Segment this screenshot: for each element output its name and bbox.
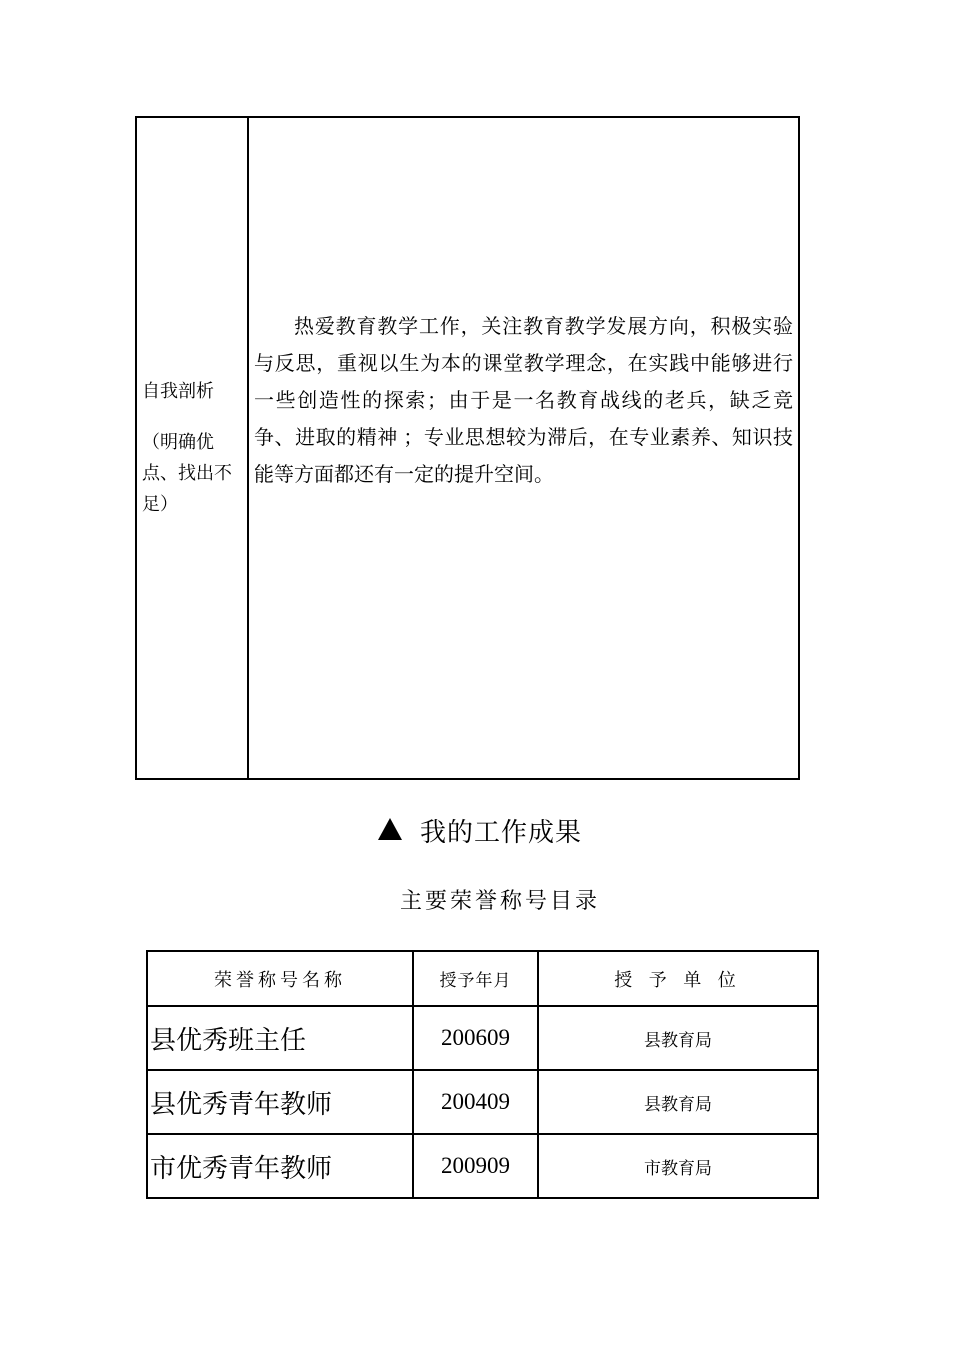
- self-analysis-content-cell: [249, 118, 798, 778]
- section-title: [0, 812, 960, 849]
- award-unit: 县教育局: [538, 1070, 818, 1134]
- table-row: [147, 1134, 818, 1198]
- triangle-icon: [378, 818, 402, 840]
- award-date: 200609: [413, 1006, 538, 1070]
- header-award-date: 授予年月: [413, 951, 538, 1006]
- award-date: 200409: [413, 1070, 538, 1134]
- honor-name: 市优秀青年教师: [147, 1134, 413, 1198]
- award-unit: 市教育局: [538, 1134, 818, 1198]
- award-unit: 县教育局: [538, 1006, 818, 1070]
- table-row: [147, 1006, 818, 1070]
- honors-table: [146, 950, 819, 1199]
- self-analysis-text: 热爱教育教学工作，关注教育教学发展方向，积极实验与反思，重视以生为本的课堂教学理念，在实践中能够进行一些创造性的探索；由于是一名教育战线的老兵，缺乏竞争、进取的精神 ；专业思想较为滞后，在专业素养、知识技能等方面都还有一定的提升空间。: [254, 316, 793, 486]
- self-analysis-note: （明确优点、找出不足）: [142, 432, 232, 514]
- header-award-unit: 授 予 单 位: [538, 951, 818, 1006]
- self-analysis-table: [135, 116, 800, 780]
- section-title-label: 我的工作成果: [419, 818, 582, 847]
- self-analysis-label: 自我剖析: [142, 381, 214, 401]
- honor-name: 县优秀班主任: [147, 1006, 413, 1070]
- honor-name: 县优秀青年教师: [147, 1070, 413, 1134]
- self-analysis-label-cell: [137, 118, 249, 778]
- table-row: [147, 1070, 818, 1134]
- award-date: 200909: [413, 1134, 538, 1198]
- section-subtitle: 主要荣誉称号目录: [399, 888, 600, 913]
- honors-header-row: [147, 951, 818, 1006]
- header-honor-name: 荣誉称号名称: [147, 951, 413, 1006]
